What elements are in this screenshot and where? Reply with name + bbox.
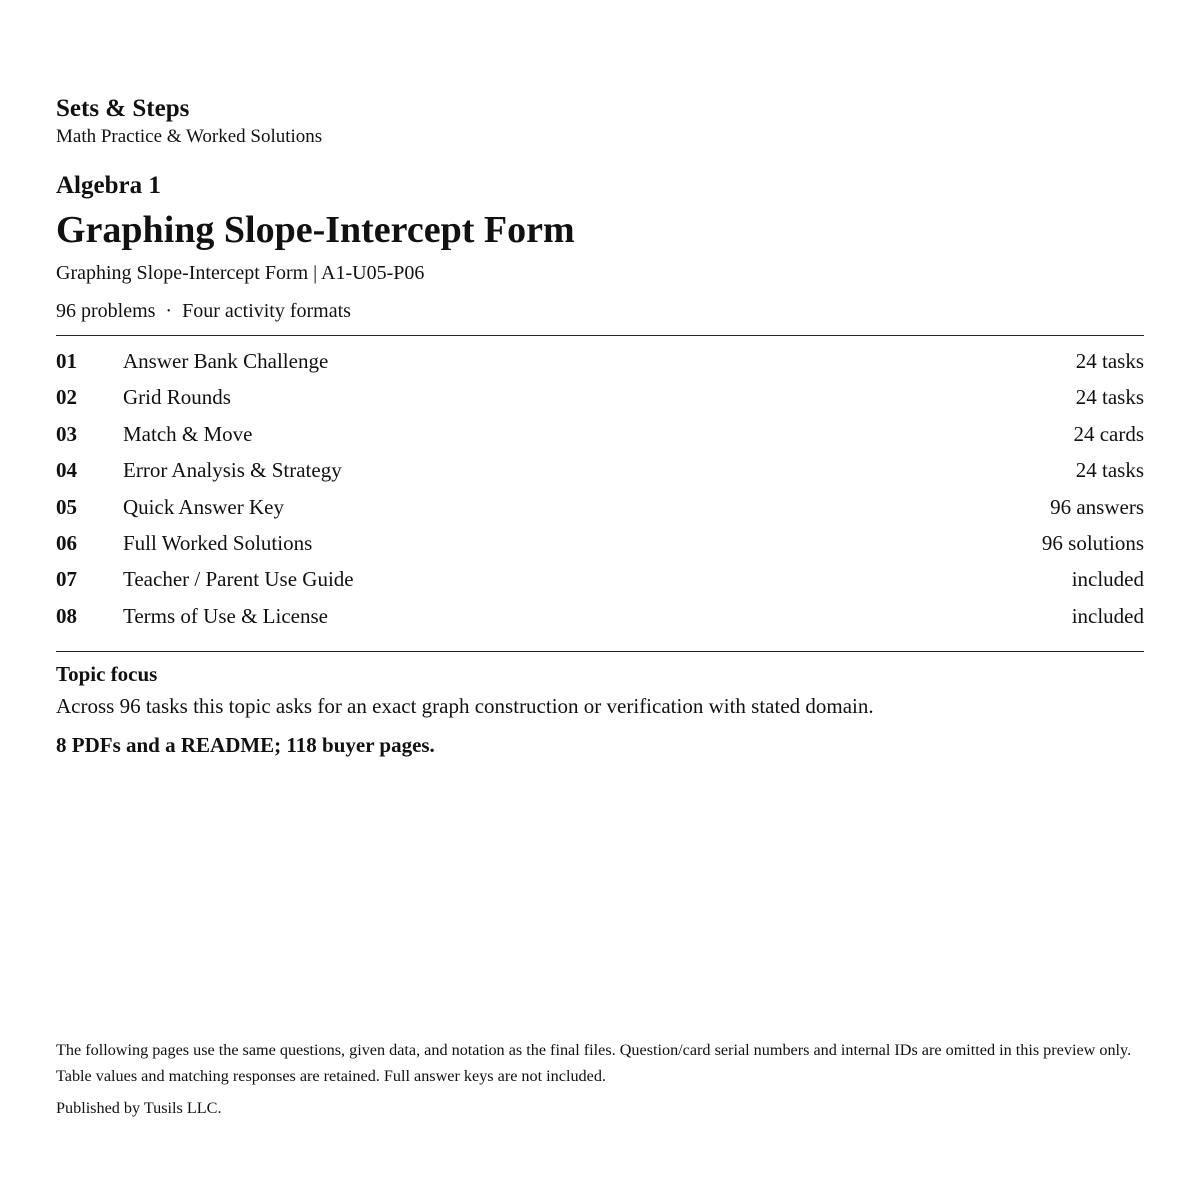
contents-item-count: 24 cards (1073, 421, 1144, 446)
contents-item-number: 01 (56, 349, 77, 373)
contents-item-count: 96 answers (1050, 494, 1144, 519)
contents-item-count: included (1071, 603, 1144, 628)
top-divider (56, 335, 1144, 336)
page-title: Graphing Slope-Intercept Form (56, 209, 575, 251)
contents-item (56, 452, 1144, 488)
contents-item-number: 05 (56, 494, 77, 519)
contents-item-label: Answer Bank Challenge (123, 349, 329, 373)
contents-item-count: 24 tasks (1075, 385, 1144, 410)
contents-item-number: 08 (56, 603, 77, 628)
contents-item (56, 598, 1144, 634)
contents-item (56, 379, 1144, 415)
contents-list (56, 343, 1144, 634)
contents-item-count: included (1071, 567, 1144, 592)
topic-focus-text: Across 96 tasks this topic asks for an exact graph construction or verification with stated domain. (56, 694, 874, 718)
contents-item (56, 343, 1144, 379)
publisher-line: Published by Tusils LLC. (56, 1099, 222, 1117)
contents-item-number: 06 (56, 530, 77, 555)
contents-item-count: 24 tasks (1075, 458, 1144, 483)
contents-item-count: 96 solutions (1041, 530, 1144, 555)
contents-item (56, 416, 1144, 452)
contents-item-label: Match & Move (123, 421, 253, 446)
brand-name: Sets & Steps (56, 95, 190, 122)
product-code-line: Graphing Slope-Intercept Form | A1-U05-P06 (56, 262, 425, 284)
contents-item-label: Error Analysis & Strategy (123, 458, 342, 483)
contents-item (56, 489, 1144, 525)
topic-focus-heading: Topic focus (56, 662, 158, 686)
contents-item-label: Grid Rounds (123, 385, 231, 410)
files-note: 8 PDFs and a README; 118 buyer pages. (56, 733, 435, 757)
bottom-divider (56, 651, 1144, 652)
contents-item-number: 07 (56, 567, 77, 592)
course-name: Algebra 1 (56, 172, 161, 199)
contents-item-number: 04 (56, 458, 77, 483)
contents-item-number: 02 (56, 385, 77, 410)
contents-item (56, 525, 1144, 561)
preview-disclaimer: The following pages use the same questions, given data, and notation as the final files. Question/card serial numbers and internal IDs are omitted in this preview only. Table values and matching responses are retained. Full answer keys are not included. (56, 1041, 1132, 1085)
contents-item-label: Quick Answer Key (123, 494, 284, 519)
contents-item-label: Full Worked Solutions (123, 530, 313, 555)
contents-item-count: 24 tasks (1075, 349, 1144, 373)
contents-item-label: Teacher / Parent Use Guide (123, 567, 354, 592)
problem-summary: 96 problems · Four activity formats (56, 300, 351, 322)
contents-item (56, 561, 1144, 597)
brand-tagline: Math Practice & Worked Solutions (56, 126, 323, 147)
product-preview-page (56, 0, 1144, 1200)
contents-item-label: Terms of Use & License (123, 603, 328, 628)
contents-item-number: 03 (56, 421, 77, 446)
